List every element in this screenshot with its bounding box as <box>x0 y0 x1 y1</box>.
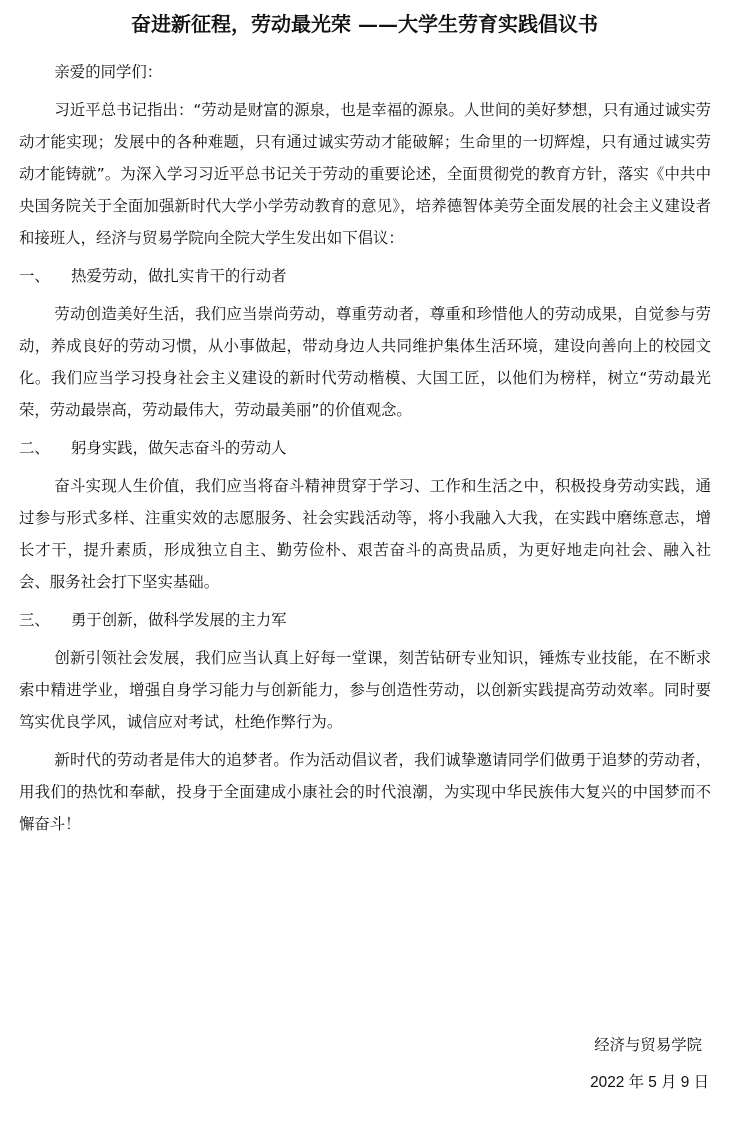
closing-paragraph: 新时代的劳动者是伟大的追梦者。作为活动倡议者，我们诚挚邀请同学们做勇于追梦的劳动者，用我们的热忱和奉献，投身于全面建成小康社会的时代浪潮，为实现中华民族伟大复兴的中国梦而不懈奋斗！ <box>19 751 711 833</box>
section-heading-text-2: 躬身实践，做矢志奋斗的劳动人 <box>71 439 287 457</box>
signature-organization: 经济与贸易学院 <box>594 1036 702 1054</box>
section-number-1: 一、 <box>19 267 50 285</box>
signature-date: 2022 年 5 月 9 日 <box>590 1074 709 1091</box>
section-body-2: 奋斗实现人生价值，我们应当将奋斗精神贯穿于学习、工作和生活之中，积极投身劳动实践，通过参与形式多样、注重实效的志愿服务、社会实践活动等，将小我融入大我，在实践中磨练意志，增长才干，提升素质，形成独立自主、勤劳俭朴、艰苦奋斗的高贵品质，为更好地走向社会、融入社会、服务社会打下坚实基础。 <box>19 477 711 591</box>
section-heading-text-3: 勇于创新，做科学发展的主力军 <box>71 611 287 629</box>
section-body-3: 创新引领社会发展，我们应当认真上好每一堂课，刻苦钻研专业知识，锤炼专业技能，在不断求索中精进学业，增强自身学习能力与创新能力，参与创造性劳动，以创新实践提高劳动效率。同时要笃实优良学风，诚信应对考试，杜绝作弊行为。 <box>19 649 711 731</box>
section-heading-3 <box>19 604 711 636</box>
section-body-1: 劳动创造美好生活，我们应当崇尚劳动，尊重劳动者，尊重和珍惜他人的劳动成果，自觉参与劳动，养成良好的劳动习惯，从小事做起，带动身边人共同维护集体生活环境，建设向善向上的校园文化。我们应当学习投身社会主义建设的新时代劳动楷模、大国工匠，以他们为榜样，树立“劳动最光荣，劳动最崇高，劳动最伟大，劳动最美丽”的价值观念。 <box>19 305 711 419</box>
intro-paragraph: 习近平总书记指出：“劳动是财富的源泉，也是幸福的源泉。人世间的美好梦想，只有通过诚实劳动才能实现；发展中的各种难题，只有通过诚实劳动才能破解；生命里的一切辉煌，只有通过诚实劳动才能铸就”。为深入学习习近平总书记关于劳动的重要论述，全面贯彻党的教育方针，落实《中共中央国务院关于全面加强新时代大学小学劳动教育的意见》，培养德智体美劳全面发展的社会主义建设者和接班人，经济与贸易学院向全院大学生发出如下倡议： <box>19 101 711 247</box>
document-title: 奋进新征程，劳动最光荣 ——大学生劳育实践倡议书 <box>131 12 598 36</box>
section-heading-1 <box>19 260 711 292</box>
greeting: 亲爱的同学们： <box>54 63 163 81</box>
section-number-3: 三、 <box>19 611 50 629</box>
section-heading-text-1: 热爱劳动，做扎实肯干的行动者 <box>71 267 287 285</box>
document-body <box>19 56 711 846</box>
section-heading-2 <box>19 432 711 464</box>
section-number-2: 二、 <box>19 439 50 457</box>
